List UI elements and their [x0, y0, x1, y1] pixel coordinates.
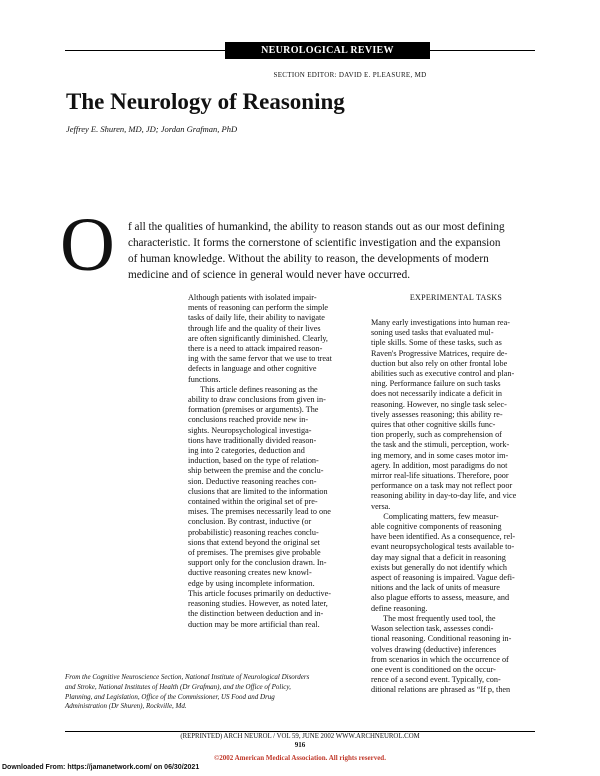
column-line: ing memory, and in some cases motor im- [371, 450, 509, 460]
column-line: sions that extend beyond the original set [188, 537, 320, 547]
column-line: are often significantly diminished. Clearly, [188, 333, 328, 343]
column-line: mises. The premises necessarily lead to one [188, 507, 331, 517]
column-line: This article focuses primarily on deductive- [188, 588, 332, 598]
affiliation-line: Planning, and Legislation, Office of the Commissioner, US Food and Drug [65, 692, 275, 701]
column-line: ing into 2 categories, deduction and [188, 446, 305, 456]
drop-cap: O [60, 203, 115, 287]
column-line: This article defines reasoning as the [188, 384, 318, 394]
column-line: have been identified. As a consequence, rel- [371, 532, 516, 542]
intro-paragraph [128, 219, 538, 283]
article-title: The Neurology of Reasoning [66, 89, 345, 114]
column-line: soning used tasks that evaluated mul- [371, 328, 494, 338]
column-line: The most frequently used tool, the [371, 613, 496, 623]
column-line: the task and the stimuli, perception, work- [371, 440, 510, 450]
article-authors: Jeffrey E. Shuren, MD, JD; Jordan Grafman, PhD [66, 124, 238, 134]
column-line: duction may be more artificial than real. [188, 619, 320, 629]
column-line: ing with the same fervor that we use to treat [188, 354, 332, 364]
column-line: reasoning. However, no single task selec- [371, 399, 507, 409]
column-line: contained within the original set of pre- [188, 497, 318, 507]
column-line: ning. Performance failure on such tasks [371, 379, 501, 389]
column-line: support only for the conclusion drawn. In- [188, 558, 327, 568]
column-line: the distinction between deduction and in- [188, 609, 324, 619]
column-line: through life and the quality of their lives [188, 323, 321, 333]
intro-line: f all the qualities of humankind, the ability to reason stands out as our most defining [128, 221, 505, 233]
column-line: clusions that are limited to the information [188, 486, 328, 496]
intro-line: medicine and of science in general would never have occurred. [128, 269, 411, 281]
column-line: Raven's Progressive Matrices, require de- [371, 348, 508, 358]
column-line: defects in language and other cognitive [188, 364, 317, 374]
column-line: there is a need to attack impaired reason- [188, 344, 323, 354]
column-line: performance on a task may not reflect poor [371, 481, 513, 491]
column-line: does not necessarily indicate a deficit in [371, 389, 502, 399]
section-editor: SECTION EDITOR: DAVID E. PLEASURE, MD [273, 71, 427, 79]
column-line: ductive reasoning creates new knowl- [188, 568, 312, 578]
affiliation-line: From the Cognitive Neuroscience Section, National Institute of Neurological Disorders [65, 673, 310, 681]
column-line: probabilistic) reasoning reaches conclu- [188, 527, 319, 537]
column-line: ability to draw conclusions from given in- [188, 395, 326, 405]
column-line: edge by using incomplete information. [188, 578, 315, 588]
author-affiliations [65, 673, 355, 712]
download-notice: Downloaded From: https://jamanetwork.com/ on 06/30/2021 [2, 764, 200, 771]
column-line: Many early investigations into human rea- [371, 318, 510, 327]
page-number: 916 [294, 741, 306, 749]
column-line: tasks of daily life, their ability to navigate [188, 313, 325, 323]
column-line: sights. Neuropsychological investiga- [188, 425, 312, 435]
column-line: from scenarios in which the occurrence of [371, 654, 509, 664]
column-line: ship between the premise and the conclu- [188, 466, 324, 476]
column-line: tion properly, such as comprehension of [371, 430, 502, 440]
left-column [188, 293, 366, 630]
affiliation-line: and Stroke, National Institutes of Health (Dr Grafman), and the Office of Policy, [65, 682, 291, 691]
column-line: day may signal that a deficit in reasoning [371, 552, 506, 562]
footer-reference: (REPRINTED) ARCH NEUROL / VOL 59, JUNE 2002 WWW.ARCHNEUROL.COM [180, 733, 420, 740]
column-line: functions. [188, 374, 221, 384]
column-line: quires that other cognitive skills func- [371, 420, 496, 430]
column-line: evant neuropsychological tests available to- [371, 542, 515, 552]
column-line: tional reasoning. Conditional reasoning in- [371, 634, 512, 644]
column-line: Wason selection task, assesses condi- [371, 624, 494, 634]
column-line: Complicating matters, few measur- [371, 511, 499, 521]
column-line: nitions and the lack of units of measure [371, 583, 500, 593]
column-line: aspect of reasoning is impaired. Vague defi- [371, 573, 515, 583]
column-line: abilities such as executive control and plan- [371, 369, 515, 379]
column-line: tiple skills. Some of these tasks, such as [371, 338, 502, 348]
column-line: exists but generally do not identify which [371, 562, 507, 572]
column-line: reasoning studies. However, as noted later, [188, 599, 328, 609]
footer-rule [65, 731, 535, 732]
column-line: mirror real-life situations. Therefore, poor [371, 471, 509, 481]
right-column [371, 318, 541, 696]
column-line: one event is conditioned on the occur- [371, 664, 496, 674]
copyright-notice: ©2002 American Medical Association. All rights reserved. [214, 754, 386, 762]
column-line: tively assesses reasoning; this ability re- [371, 409, 503, 419]
column-line: ments of reasoning can perform the simple [188, 303, 329, 313]
intro-line: characteristic. It forms the cornerstone of scientific investigation and the expansion [128, 237, 501, 249]
column-line: tions have traditionally divided reason- [188, 435, 317, 445]
affiliation-line: Administration (Dr Shuren), Rockville, Md. [65, 702, 187, 711]
column-line: able cognitive components of reasoning [371, 522, 502, 532]
column-line: Although patients with isolated impair- [188, 293, 317, 302]
column-line: ditional relations are phrased as “If p, then [371, 685, 511, 695]
column-line: versa. [371, 501, 391, 511]
column-line: rence of a second event. Typically, con- [371, 675, 501, 685]
column-line: induction, based on the type of relation- [188, 456, 319, 466]
column-line: of premises. The premises give probable [188, 548, 321, 558]
column-line: agery. In addition, most paradigms do not [371, 460, 508, 470]
experimental-tasks-heading: EXPERIMENTAL TASKS [409, 293, 503, 302]
column-line: conclusions reached provide new in- [188, 415, 309, 425]
column-line: conclusion. By contrast, inductive (or [188, 517, 312, 527]
column-line: duction but also rely on other frontal lobe [371, 358, 508, 368]
column-line: formation (premises or arguments). The [188, 405, 319, 415]
column-line: define reasoning. [371, 603, 428, 613]
column-line: also plague efforts to assess, measure, and [371, 593, 510, 603]
section-banner: NEUROLOGICAL REVIEW [225, 42, 430, 59]
column-line: reasoning ability in day-to-day life, and vice [371, 491, 517, 501]
column-line: volves drawing (deductive) inferences [371, 644, 497, 654]
column-line: sion. Deductive reasoning reaches con- [188, 476, 317, 486]
intro-line: of human knowledge. Without the ability to reason, the developments of modern [128, 253, 489, 265]
